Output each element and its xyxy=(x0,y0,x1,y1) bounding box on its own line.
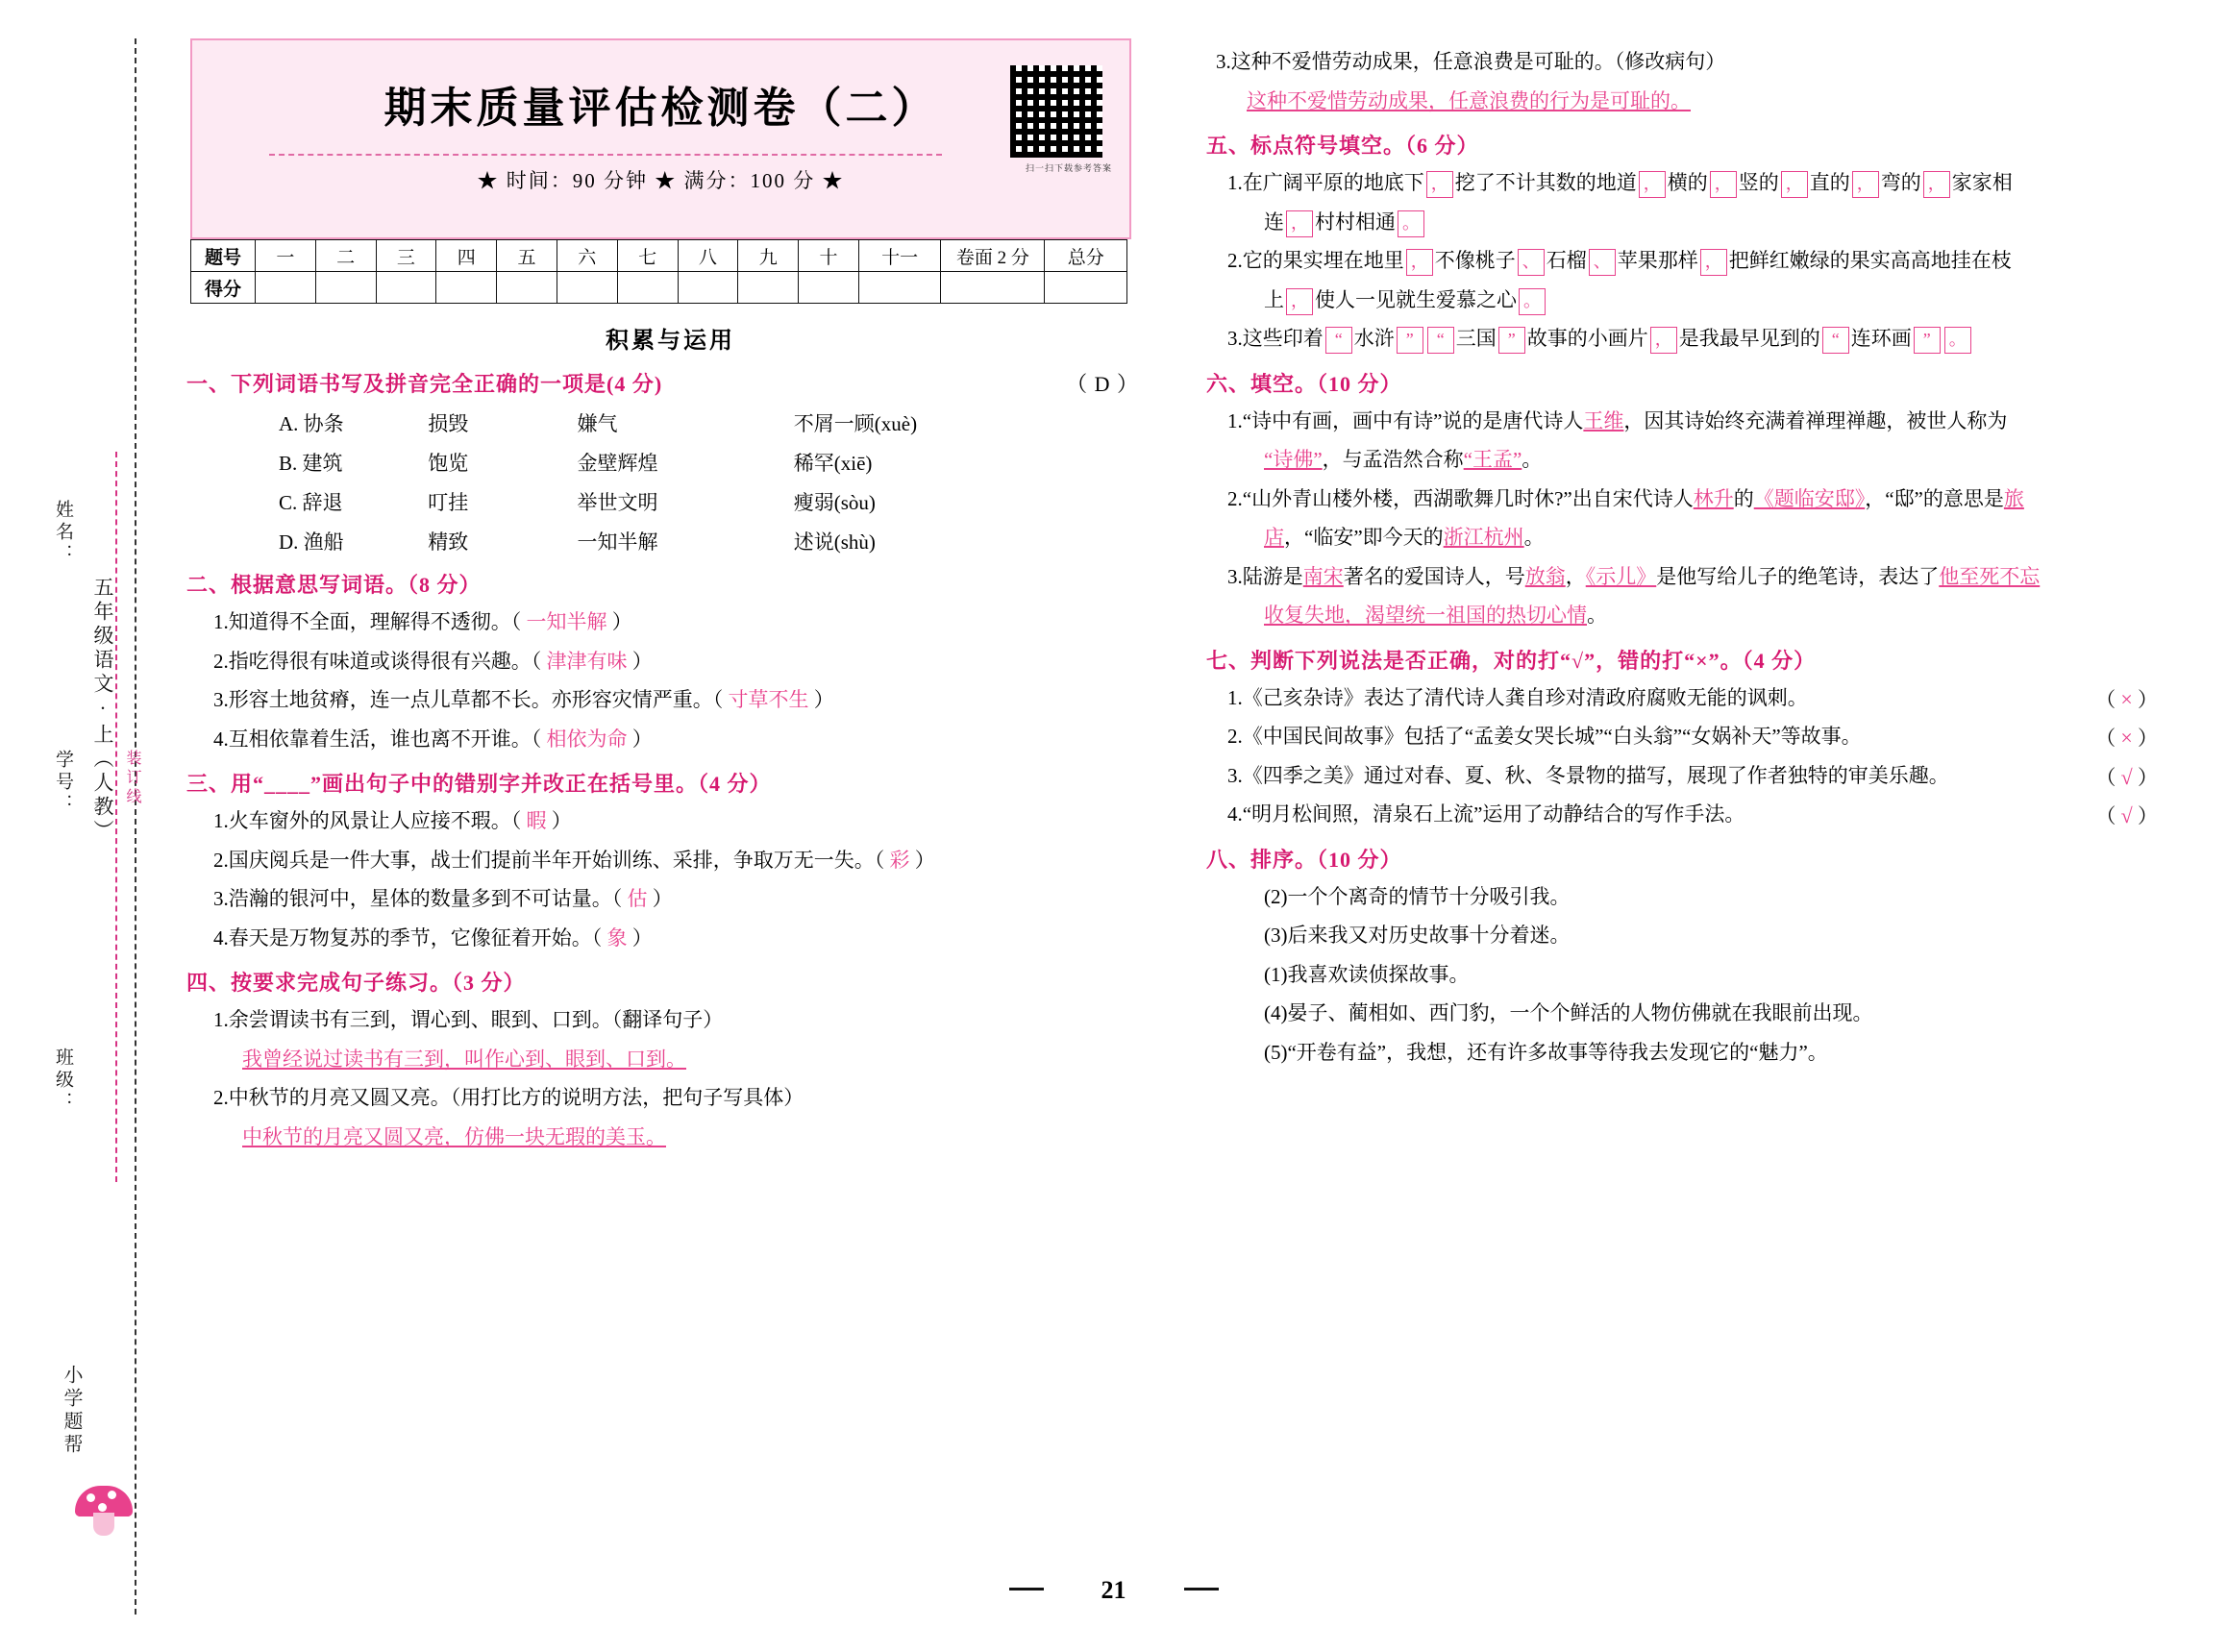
question-1-option-d: D. 渔船 精致 一知半解 述说(shù) xyxy=(279,530,876,554)
score-cell[interactable] xyxy=(858,272,940,304)
question-6-item-2-line2: 店，“临安”即今天的浙江杭州。 xyxy=(1264,526,1545,549)
handwritten-answer: 他至死不忘 xyxy=(1939,564,2041,588)
handwritten-answer: 林升 xyxy=(1693,486,1734,510)
question-4-item: 1.余尝谓读书有三到，谓心到、眼到、口到。（翻译句子） xyxy=(213,1008,724,1031)
right-column xyxy=(1206,38,2177,1076)
score-cell[interactable] xyxy=(941,272,1045,304)
punct-box[interactable]: 。 xyxy=(1398,210,1424,237)
score-col: 七 xyxy=(617,240,678,272)
punct-box[interactable]: ” xyxy=(1397,327,1423,354)
dashed-fold-line xyxy=(135,38,136,1615)
question-5-item-2: 2.它的果实埋在地里 ， 不像桃子 、 石榴 、 苹果那样 ， 把鲜红嫩绿的果实高高地挂在枝 xyxy=(1227,246,2177,277)
score-cell[interactable] xyxy=(799,272,859,304)
question-6-item-3: 3.陆游是南宋著名的爱国诗人，号放翁，《示儿》是他写给儿子的绝笔诗，表达了他至死不忘 xyxy=(1227,564,2041,588)
punct-box[interactable]: “ xyxy=(1427,327,1454,354)
handwritten-answer: 一知半解 xyxy=(526,610,607,633)
handwritten-answer: 《题临安邸》 xyxy=(1753,486,1866,510)
score-col: 十一 xyxy=(858,240,940,272)
question-7-item: 4.“明月松间照，清泉石上流”运用了动静结合的写作手法。 （ √ ） xyxy=(1227,802,2158,827)
score-cell[interactable] xyxy=(557,272,617,304)
question-8-item: (5)“开卷有益”，我想，还有许多故事等待我去发现它的“魅力”。 xyxy=(1264,1040,1828,1064)
score-row-label: 题号 xyxy=(191,240,256,272)
question-7-item: 2.《中国民间故事》包括了“孟姜女哭长城”“白头翁”“女娲补天”等故事。 （ × ） xyxy=(1227,725,2158,750)
question-3-item: 3.浩瀚的银河中，星体的数量多到不可诂量。（ 估 ） xyxy=(213,887,673,910)
handwritten-answer: 相依为命 xyxy=(546,727,628,751)
brand-label: 小学题帮 xyxy=(61,1365,82,1457)
score-col: 二 xyxy=(315,240,376,272)
handwritten-answer: 浙江杭州 xyxy=(1443,526,1524,549)
handwritten-answer: 象 xyxy=(606,925,628,949)
score-cell[interactable] xyxy=(315,272,376,304)
judgement-mark: × xyxy=(2120,726,2133,750)
handwritten-answer: 南宋 xyxy=(1302,564,1344,588)
section-title: 积累与运用 xyxy=(606,329,735,354)
question-6-item-1: 1.“诗中有画，画中有诗”说的是唐代诗人王维，因其诗始终充满着禅理禅趣，被世人称为 xyxy=(1227,408,2008,432)
handwritten-answer: 放翁 xyxy=(1524,564,1566,588)
handwritten-answer: 暇 xyxy=(526,809,547,832)
question-3-item: 4.春天是万物复苏的季节，它像征着开始。（ 象 ） xyxy=(213,925,653,949)
punct-box[interactable]: ， xyxy=(1700,249,1727,276)
question-5-item-1-line2: 连 ， 村村相通 。 xyxy=(1264,208,2177,238)
punct-box[interactable]: 、 xyxy=(1589,249,1616,276)
question-8-item: (3)后来我又对历史故事十分着迷。 xyxy=(1264,924,1571,947)
question-6-item-1-line2: “诗佛”，与孟浩然合称“王孟”。 xyxy=(1264,448,1543,471)
punct-box[interactable]: ， xyxy=(1426,171,1453,198)
page-title: 期末质量评估检测卷（二） xyxy=(384,85,938,132)
handwritten-answer: 中秋节的月亮又圆又亮，仿佛一块无瑕的美玉。 xyxy=(242,1124,666,1148)
handwritten-answer: 我曾经说过读书有三到，叫作心到、眼到、口到。 xyxy=(242,1047,686,1071)
question-2-heading: 二、根据意思写词语。（8 分） xyxy=(186,573,482,597)
paper-header xyxy=(190,38,1131,239)
score-cell[interactable] xyxy=(1045,272,1127,304)
handwritten-answer: 估 xyxy=(627,887,648,910)
question-5-item-1: 1.在广阔平原的地底下 ， 挖了不计其数的地道 ， 横的 ， 竖的 ， 直的 ， 弯的 ， 家家相 xyxy=(1227,168,2177,199)
question-4-heading: 四、按要求完成句子练习。（3 分） xyxy=(186,971,526,995)
left-margin-strip xyxy=(0,0,144,1652)
handwritten-answer: 津津有味 xyxy=(546,649,628,673)
score-cell[interactable] xyxy=(376,272,436,304)
punct-box[interactable]: ， xyxy=(1710,171,1737,198)
punct-box[interactable]: ， xyxy=(1923,171,1950,198)
score-cell[interactable] xyxy=(738,272,799,304)
table-row xyxy=(191,272,1127,304)
question-2-item: 1.知道得不全面，理解得不透彻。（ 一知半解 ） xyxy=(213,610,632,633)
score-cell[interactable] xyxy=(497,272,557,304)
punct-box[interactable]: 。 xyxy=(1944,327,1971,354)
question-8-item: (1)我喜欢读侦探故事。 xyxy=(1264,962,1470,986)
question-1-heading: 一、下列词语书写及拼音完全正确的一项是(4 分) （ D ） xyxy=(186,368,1168,398)
question-1-option-a: A. 协条 损毁 嫌气 不屑一顾(xuè) xyxy=(279,412,918,435)
judgement-mark: √ xyxy=(2120,803,2133,827)
exam-meta: ★ 时间：90 分钟 ★ 满分：100 分 ★ xyxy=(477,169,845,192)
question-5-item-2-line2: 上 ， 使人一见就生爱慕之心 。 xyxy=(1264,285,2177,316)
punct-box[interactable]: ， xyxy=(1650,327,1677,354)
handwritten-answer: 彩 xyxy=(889,848,910,872)
question-6-item-3-line2: 收复失地，渴望统一祖国的热切心情。 xyxy=(1264,604,1607,627)
punct-box[interactable]: ， xyxy=(1286,210,1313,237)
grade-subject-label: 五年级语文·上（人教） xyxy=(91,577,114,844)
judgement-mark: √ xyxy=(2120,764,2133,789)
score-col: 十 xyxy=(799,240,859,272)
score-cell[interactable] xyxy=(255,272,315,304)
student-name-label: 姓名： xyxy=(53,500,73,566)
handwritten-answer: “王孟” xyxy=(1463,448,1522,471)
punct-box[interactable]: ， xyxy=(1406,249,1433,276)
question-3-item: 2.国庆阅兵是一件大事，战士们提前半年开始训练、采排，争取万无一失。（ 彩 ） xyxy=(213,848,935,872)
punct-box[interactable]: “ xyxy=(1822,327,1849,354)
question-8-item: (2)一个个离奇的情节十分吸引我。 xyxy=(1264,884,1571,908)
question-2-item: 4.互相依靠着生活，谁也离不开谁。（ 相依为命 ） xyxy=(213,727,653,751)
question-1-answer: （ D ） xyxy=(1066,372,1139,396)
handwritten-answer: “诗佛” xyxy=(1264,448,1323,471)
handwritten-answer: 寸草不生 xyxy=(728,688,809,711)
score-row-label: 得分 xyxy=(191,272,256,304)
question-2-item: 2.指吃得很有味道或谈得很有兴趣。（ 津津有味 ） xyxy=(213,649,653,673)
punct-box[interactable]: ， xyxy=(1852,171,1879,198)
page-number: 21 xyxy=(1101,1576,1126,1604)
page-rule-right xyxy=(1184,1588,1219,1590)
handwritten-answer: 旅 xyxy=(2003,486,2024,510)
score-table xyxy=(190,239,1127,304)
left-column xyxy=(173,38,1168,1161)
page-rule-left xyxy=(1009,1588,1044,1590)
score-col: 三 xyxy=(376,240,436,272)
question-8-heading: 八、排序。（10 分） xyxy=(1206,847,1402,872)
punct-box[interactable]: ， xyxy=(1286,288,1313,315)
question-6-item-2: 2.“山外青山楼外楼，西湖歌舞几时休?”出自宋代诗人林升的《题临安邸》，“邸”的意思是旅 xyxy=(1227,486,2024,510)
judgement-mark: × xyxy=(2120,686,2133,711)
question-1-option-c: C. 辞退 叮挂 举世文明 瘦弱(sòu) xyxy=(279,491,876,514)
punct-box[interactable]: ” xyxy=(1498,327,1525,354)
question-6-heading: 六、填空。（10 分） xyxy=(1206,371,1402,396)
handwritten-answer: 王维 xyxy=(1583,408,1624,432)
score-col: 六 xyxy=(557,240,617,272)
question-2-item: 3.形容土地贫瘠，连一点儿草都不长。亦形容灾情严重。（ 寸草不生 ） xyxy=(213,688,834,711)
handwritten-answer: 收复失地，渴望统一祖国的热切心情 xyxy=(1264,604,1587,627)
score-col: 一 xyxy=(255,240,315,272)
class-label: 班级： xyxy=(53,1048,73,1114)
punct-box[interactable]: ， xyxy=(1639,171,1666,198)
punct-box[interactable]: 、 xyxy=(1518,249,1545,276)
score-cell[interactable] xyxy=(436,272,497,304)
punct-box[interactable]: ” xyxy=(1914,327,1941,354)
handwritten-answer: 《示儿》 xyxy=(1585,564,1657,588)
question-1-option-b: B. 建筑 饱览 金壁辉煌 稀罕(xiē) xyxy=(279,452,873,475)
question-4-item: 2.中秋节的月亮又圆又亮。（用打比方的说明方法，把句子写具体） xyxy=(213,1086,804,1109)
question-4-item: 3.这种不爱惜劳动成果，任意浪费是可耻的。（修改病句） xyxy=(1216,50,1726,73)
score-col: 总分 xyxy=(1045,240,1127,272)
score-col: 五 xyxy=(497,240,557,272)
question-7-item: 1.《己亥杂诗》表达了清代诗人龚自珍对清政府腐败无能的讽刺。 （ × ） xyxy=(1227,685,2158,711)
qr-caption: 扫一扫下载参考答案 xyxy=(1025,163,1112,173)
handwritten-answer: 这种不爱惜劳动成果，任意浪费的行为是可耻的。 xyxy=(1247,88,1691,112)
score-col: 卷面 2 分 xyxy=(941,240,1045,272)
punct-box[interactable]: 。 xyxy=(1519,288,1546,315)
score-cell[interactable] xyxy=(678,272,738,304)
mushroom-icon xyxy=(75,1480,133,1538)
punct-box[interactable]: “ xyxy=(1325,327,1352,354)
qr-code-icon[interactable] xyxy=(1010,65,1102,158)
table-row xyxy=(191,240,1127,272)
question-5-item-3: 3.这些印着 “ 水浒 ” “ 三国 ” 故事的小画片 ， 是我最早见到的 “ 连环画 ” 。 xyxy=(1227,324,2177,355)
question-7-heading: 七、判断下列说法是否正确，对的打“√”，错的打“×”。（4 分） xyxy=(1206,648,1817,673)
score-col: 四 xyxy=(436,240,497,272)
fold-line-label: 装订线 xyxy=(124,750,140,807)
question-5-heading: 五、标点符号填空。（6 分） xyxy=(1206,134,1479,158)
question-7-item: 3.《四季之美》通过对春、夏、秋、冬景物的描写，展现了作者独特的审美乐趣。 （ √ ） xyxy=(1227,763,2158,789)
question-3-heading: 三、用“____”画出句子中的错别字并改正在括号里。（4 分） xyxy=(186,772,772,796)
punct-box[interactable]: ， xyxy=(1781,171,1808,198)
score-cell[interactable] xyxy=(617,272,678,304)
question-3-item: 1.火车窗外的风景让人应接不瑕。（ 暇 ） xyxy=(213,809,572,832)
question-8-item: (4)晏子、蔺相如、西门豹，一个个鲜活的人物仿佛就在我眼前出现。 xyxy=(1264,1001,1873,1024)
score-col: 九 xyxy=(738,240,799,272)
student-number-label: 学号： xyxy=(53,750,73,816)
score-col: 八 xyxy=(678,240,738,272)
handwritten-answer: 店 xyxy=(1264,526,1284,549)
